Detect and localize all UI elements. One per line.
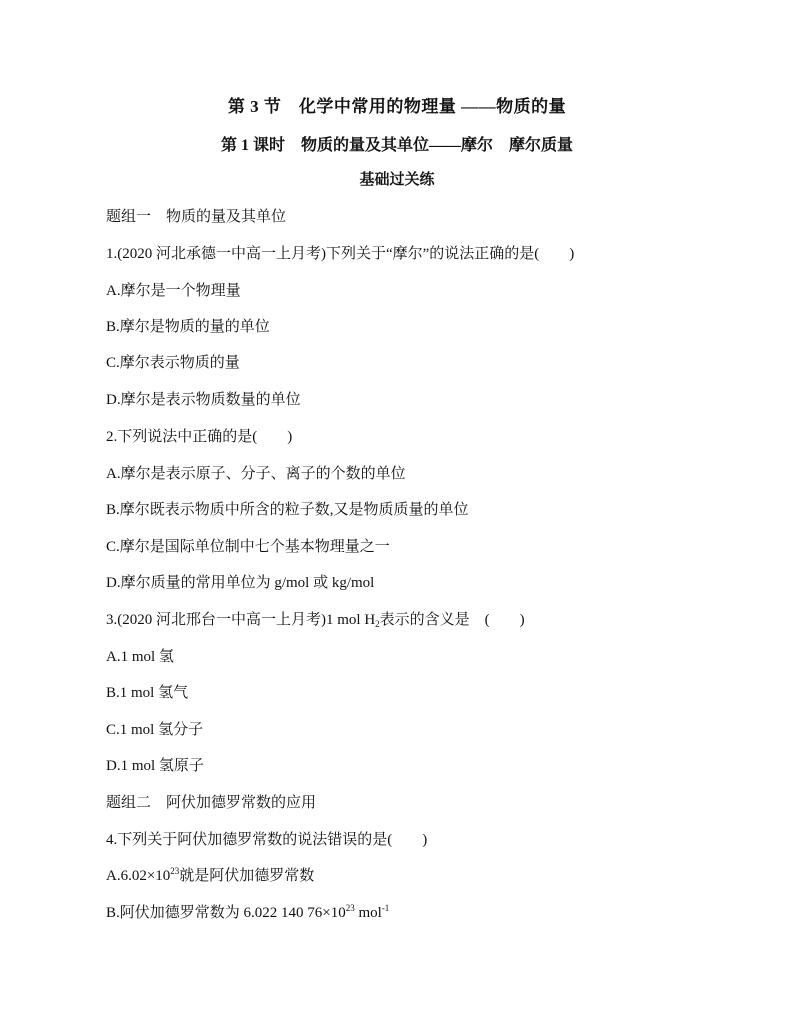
question-4-option-b (106, 901, 389, 922)
question-1-stem: 1.(2020 河北承德一中高一上月考)下列关于“摩尔”的说法正确的是( ) (106, 246, 575, 262)
question-3-stem-text: 3.(2020 河北邢台一中高一上月考)1 mol H (106, 612, 376, 628)
question-4-option-b-text: B.阿伏加德罗常数为 6.022 140 76×10 (106, 905, 346, 921)
question-4-option-b-unit-exponent: -1 (381, 903, 390, 913)
question-3-option-c: C.1 mol 氢分子 (106, 722, 204, 738)
question-1-option-d: D.摩尔是表示物质数量的单位 (106, 392, 301, 408)
group-one-heading: 题组一 物质的量及其单位 (106, 209, 287, 225)
question-3-stem (106, 608, 525, 629)
question-2-option-d: D.摩尔质量的常用单位为 g/mol 或 kg/mol (106, 575, 375, 591)
question-3-option-b: B.1 mol 氢气 (106, 685, 189, 701)
group-two-heading: 题组二 阿伏加德罗常数的应用 (106, 795, 317, 811)
exercise-heading: 基础过关练 (359, 172, 435, 188)
question-4-option-a (106, 864, 314, 885)
question-2-option-c: C.摩尔是国际单位制中七个基本物理量之一 (106, 539, 390, 555)
question-4-option-a-exponent: 23 (170, 866, 180, 876)
question-3-stem-text-end: 表示的含义是 ( ) (379, 612, 525, 628)
question-1-option-a: A.摩尔是一个物理量 (106, 283, 241, 299)
question-2-stem: 2.下列说法中正确的是( ) (106, 429, 293, 445)
question-3-subscript: 2 (375, 619, 380, 629)
question-1-option-b: B.摩尔是物质的量的单位 (106, 319, 270, 335)
question-2-option-b: B.摩尔既表示物质中所含的粒子数,又是物质质量的单位 (106, 502, 469, 518)
question-4-option-a-text-end: 就是阿伏加德罗常数 (179, 868, 315, 884)
question-4-option-b-unit: mol (354, 905, 382, 921)
question-3-option-d: D.1 mol 氢原子 (106, 758, 204, 774)
question-2-option-a: A.摩尔是表示原子、分子、离子的个数的单位 (106, 466, 406, 482)
question-4-option-b-exponent: 23 (345, 903, 355, 913)
question-1-option-c: C.摩尔表示物质的量 (106, 355, 240, 371)
lesson-title: 第 1 课时 物质的量及其单位——摩尔 摩尔质量 (220, 137, 573, 154)
question-4-option-a-text: A.6.02×10 (106, 868, 171, 884)
question-4-stem: 4.下列关于阿伏加德罗常数的说法错误的是( ) (106, 832, 428, 848)
section-title: 第 3 节 化学中常用的物理量 ——物质的量 (227, 97, 567, 116)
question-3-option-a: A.1 mol 氢 (106, 649, 174, 665)
